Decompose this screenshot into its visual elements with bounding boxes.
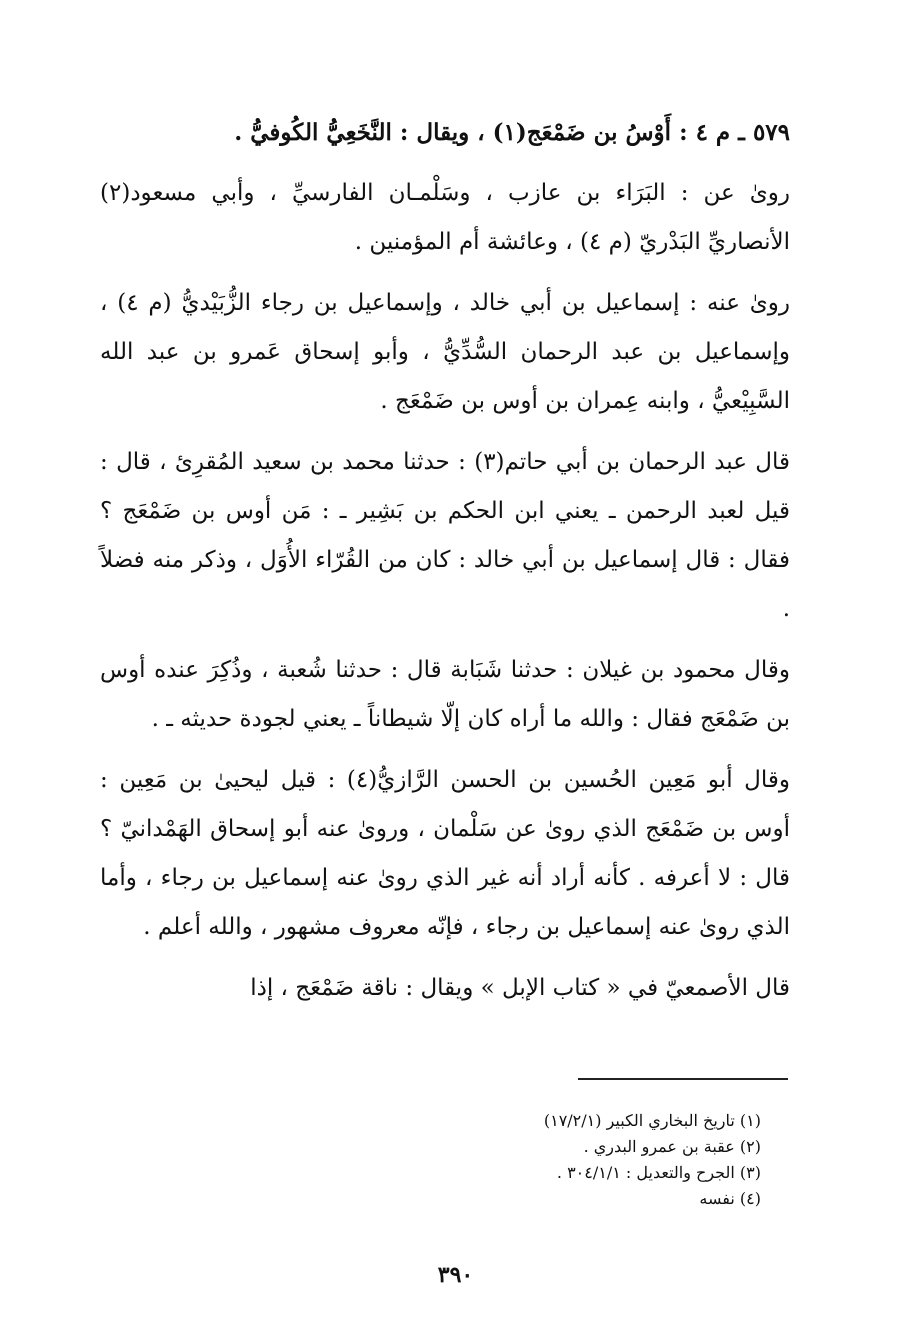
abu-main-razi-paragraph: وقال أبو مَعِين الحُسين بن الحسن الرَّازيُّ(٤) : قيل ليحيىٰ بن مَعِين : أوس بن ضَمْعَج الذي روىٰ عن سَلْمان ، وروىٰ عنه أبو إسحاق الهَمْدانيّ ؟ قال : لا أعرفه . كأنه أراد أنه غير الذي روىٰ عنه إسماعيل بن رجاء ، وأما الذي روىٰ عنه إسماعيل بن رجاء ، فإنّه معروف مشهور ، والله أعلم . — [100, 767, 790, 940]
footnote-4: (٤) نفسه — [699, 1189, 761, 1208]
footnotes-section — [361, 1108, 761, 1212]
footnote-1: (١) تاريخ البخاري الكبير (١٧/٢/١) — [543, 1111, 761, 1130]
footnote-3: (٣) الجرح والتعديل : ٣٠٤/١/١ . — [556, 1163, 761, 1182]
asmai-paragraph: قال الأصمعيّ في « كتاب الإبل » ويقال : ناقة ضَمْعَج ، إذا — [250, 975, 790, 1001]
narrated-by-paragraph: روىٰ عنه : إسماعيل بن أبي خالد ، وإسماعيل بن رجاء الزُّبَيْديُّ (م ٤) ، وإسماعيل بن عبد الرحمان السُّدِّيُّ ، وأبو إسحاق عَمرو بن عبد الله السَّبِيْعيُّ ، وابنه عِمران بن أوس بن ضَمْعَج . — [100, 290, 790, 414]
entry-heading-paragraph: ٥٧٩ ـ م ٤ : أَوْسُ بن ضَمْعَج(١) ، ويقال : النَّخَعِيُّ الكُوفيُّ . — [234, 119, 790, 146]
narrated-from-paragraph: روىٰ عن : البَرَاء بن عازب ، وسَلْمـان الفارسيِّ ، وأبي مسعود(٢) الأنصاريِّ البَدْريّ (م ٤) ، وعائشة أم المؤمنين . — [100, 180, 790, 255]
main-text-body — [100, 108, 790, 1013]
footnote-2: (٢) عقبة بن عمرو البدري . — [583, 1137, 761, 1156]
mahmud-ibn-ghaylan-paragraph: وقال محمود بن غيلان : حدثنا شَبَابة قال : حدثنا شُعبة ، وذُكِرَ عنده أوس بن ضَمْعَج فقال : والله ما أراه كان إلّا شيطاناً ـ يعني لجودة حديثه ـ . — [100, 657, 790, 732]
footnote-divider — [578, 1078, 788, 1080]
page-number: ٣٩٠ — [437, 1262, 474, 1288]
ibn-abi-hatim-paragraph: قال عبد الرحمان بن أبي حاتم(٣) : حدثنا محمد بن سعيد المُقرِئ ، قال : قيل لعبد الرحمن ـ يعني ابن الحكم بن بَشِير ـ : مَن أوس بن ضَمْعَج ؟ فقال : قال إسماعيل بن أبي خالد : كان من القُرّاء الأُوَل ، وذكر منه فضلاً . — [100, 449, 790, 622]
